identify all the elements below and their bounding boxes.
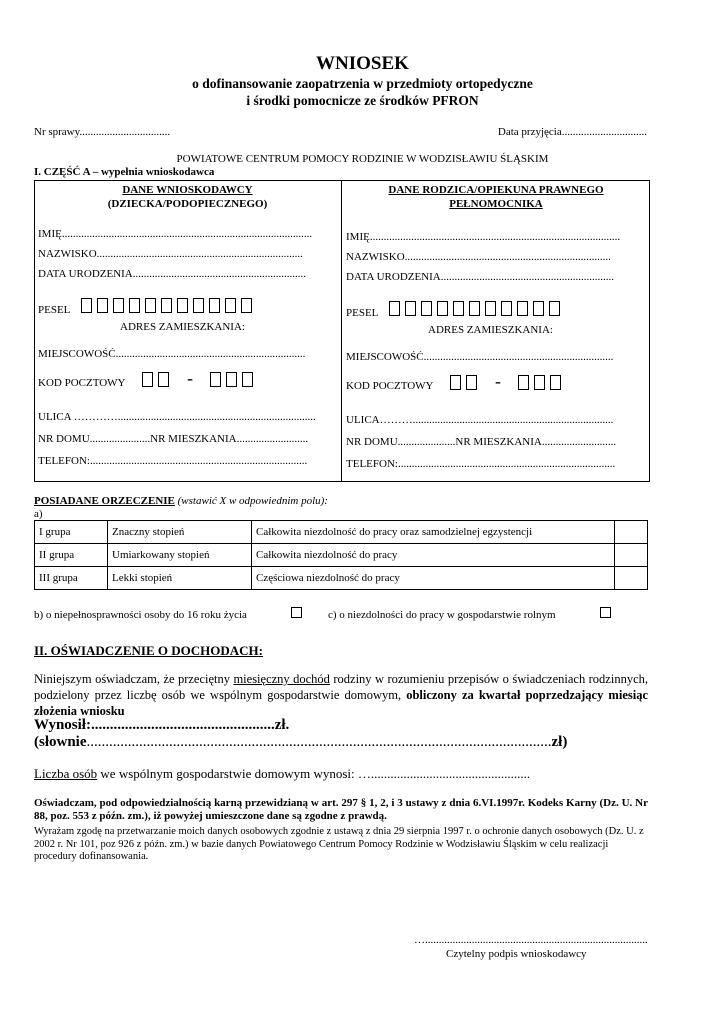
income-heading: II. OŚWIADCZENIE O DOCHODACH: — [34, 643, 263, 658]
part-a-heading: I. CZĘŚĆ A – wypełnia wnioskodawca — [34, 166, 215, 178]
right-heading-2: PEŁNOMOCNIKA — [449, 198, 543, 210]
right-phone-field[interactable]: TELEFON:............................................................................... — [346, 458, 616, 470]
postcode-dash-icon: - — [495, 371, 501, 391]
degree-cell: Lekki stopień — [108, 567, 252, 590]
right-postcode-boxes-2[interactable] — [518, 373, 566, 391]
option-b-checkbox[interactable] — [291, 605, 302, 623]
left-house-number-field[interactable]: NR DOMU......................NR MIESZKANIA.......................... — [38, 433, 309, 445]
income-words-field[interactable]: (słownie............................................................................................................................zł) — [34, 734, 568, 750]
left-pesel-label: PESEL — [38, 304, 71, 316]
left-pesel-boxes[interactable] — [81, 296, 257, 314]
left-birthdate-field[interactable]: DATA URODZENIA............................................................... — [38, 268, 307, 280]
right-postcode-boxes-1[interactable] — [450, 373, 482, 391]
right-street-field[interactable]: ULICA………......................................................................... — [346, 414, 614, 426]
left-heading-2: (DZIECKA/PODOPIECZNEGO) — [107, 198, 268, 210]
right-locality-field[interactable]: MIEJSCOWOŚĆ..................................................................... — [346, 351, 614, 363]
left-street-field[interactable]: ULICA …………........................................................................ — [38, 411, 316, 423]
certificate-table — [34, 520, 648, 590]
form-subtitle-1: o dofinansowanie zaopatrzenia w przedmioty ortopedyczne — [192, 76, 533, 91]
left-imie-field[interactable]: IMIĘ........................................................................................... — [38, 228, 313, 240]
right-postcode-label: KOD POCZTOWY — [346, 380, 434, 392]
group-cell: I grupa — [35, 521, 108, 544]
mark-cell[interactable] — [615, 567, 648, 590]
income-amount-field[interactable]: Wynosił:.................................................zł. — [34, 717, 290, 733]
degree-cell: Znaczny stopień — [108, 521, 252, 544]
signature-line[interactable]: …................................................................................. — [414, 934, 648, 946]
mark-cell[interactable] — [615, 544, 648, 567]
form-title: WNIOSEK — [316, 53, 409, 74]
right-birthdate-field[interactable]: DATA URODZENIA............................................................... — [346, 271, 615, 283]
group-cell: III grupa — [35, 567, 108, 590]
case-number-field[interactable]: Nr sprawy................................. — [34, 126, 171, 138]
left-heading-1: DANE WNIOSKODAWCY — [122, 184, 253, 196]
right-house-number-field[interactable]: NR DOMU.....................NR MIESZKANIA........................... — [346, 436, 617, 448]
certificate-heading-row — [34, 495, 328, 507]
data-processing-consent: Wyrażam zgodę na przetwarzanie moich danych osobowych zgodnie z ustawą z dnia 29 sierpnia 1997 r. o ochronie danych osobowych (Dz. U. z 2002 r. Nr 101, poz 926 z późn. zm.) w bazie danych Powiatowego Centrum Pomocy Rodzinie w Wodzisławiu Śląskim w celu realizacji procedury dofinansowania. — [34, 826, 644, 862]
right-imie-field[interactable]: IMIĘ........................................................................................... — [346, 231, 621, 243]
degree-cell: Umiarkowany stopień — [108, 544, 252, 567]
left-address-label: ADRES ZAMIESZKANIA: — [120, 321, 245, 333]
right-nazwisko-field[interactable]: NAZWISKO........................................................................... — [346, 251, 611, 263]
criminal-liability-statement: Oświadczam, pod odpowiedzialnością karną przewidzianą w art. 297 § 1, 2, i 3 ustawy z dnia 6.VI.1997r. Kodeks Karny (Dz. U. Nr 88, poz. 553 z późn. zm.), iż powyżej umieszczone dane są zgodne z prawdą. — [34, 797, 648, 822]
left-postcode-label: KOD POCZTOWY — [38, 377, 126, 389]
right-address-label: ADRES ZAMIESZKANIA: — [428, 324, 553, 336]
left-locality-field[interactable]: MIEJSCOWOŚĆ..................................................................... — [38, 348, 306, 360]
right-pesel-label: PESEL — [346, 307, 379, 319]
right-pesel-boxes[interactable] — [389, 299, 565, 317]
signature-label: Czytelny podpis wnioskodawcy — [446, 948, 587, 960]
right-heading-1: DANE RODZICA/OPIEKUNA PRAWNEGO — [388, 184, 604, 196]
income-paragraph: Niniejszym oświadczam, że przeciętny miesięczny dochód rodziny w rozumieniu przepisów o świadczeniach rodzinnych, podzielony przez liczbę osób we wspólnym gospodarstwie domowym, obliczony za kwartał poprzedzający miesiąc złożenia wniosku — [34, 672, 648, 718]
household-size-field[interactable]: Liczba osób we wspólnym gospodarstwie domowym wynosi: …................................................. — [34, 766, 531, 781]
left-phone-field[interactable]: TELEFON:............................................................................... — [38, 455, 308, 467]
certificate-hint: (wstawić X w odpowiednim polu): — [177, 495, 328, 507]
table-row — [35, 521, 648, 544]
description-cell: Całkowita niezdolność do pracy oraz samodzielnej egzystencji — [252, 521, 615, 544]
institution-name: POWIATOWE CENTRUM POMOCY RODZINIE W WODZISŁAWIU ŚLĄSKIM — [176, 153, 549, 165]
left-nazwisko-field[interactable]: NAZWISKO........................................................................... — [38, 248, 303, 260]
table-row — [35, 567, 648, 590]
form-subtitle-2: i środki pomocnicze ze środków PFRON — [246, 93, 479, 108]
option-c-checkbox[interactable] — [600, 605, 611, 623]
table-row — [35, 544, 648, 567]
certificate-a-label: a) — [34, 508, 43, 520]
column-divider — [341, 180, 342, 482]
received-date-field[interactable]: Data przyjęcia............................... — [497, 126, 647, 138]
group-cell: II grupa — [35, 544, 108, 567]
left-postcode-boxes-2[interactable] — [210, 370, 258, 388]
mark-cell[interactable] — [615, 521, 648, 544]
certificate-heading: POSIADANE ORZECZENIE — [34, 495, 175, 507]
description-cell: Całkowita niezdolność do pracy — [252, 544, 615, 567]
option-c-label: c) o niezdolności do pracy w gospodarstwie rolnym — [328, 609, 556, 621]
description-cell: Częściowa niezdolność do pracy — [252, 567, 615, 590]
option-b-label: b) o niepełnosprawności osoby do 16 roku życia — [34, 609, 247, 621]
left-postcode-boxes-1[interactable] — [142, 370, 174, 388]
postcode-dash-icon: - — [187, 368, 193, 388]
